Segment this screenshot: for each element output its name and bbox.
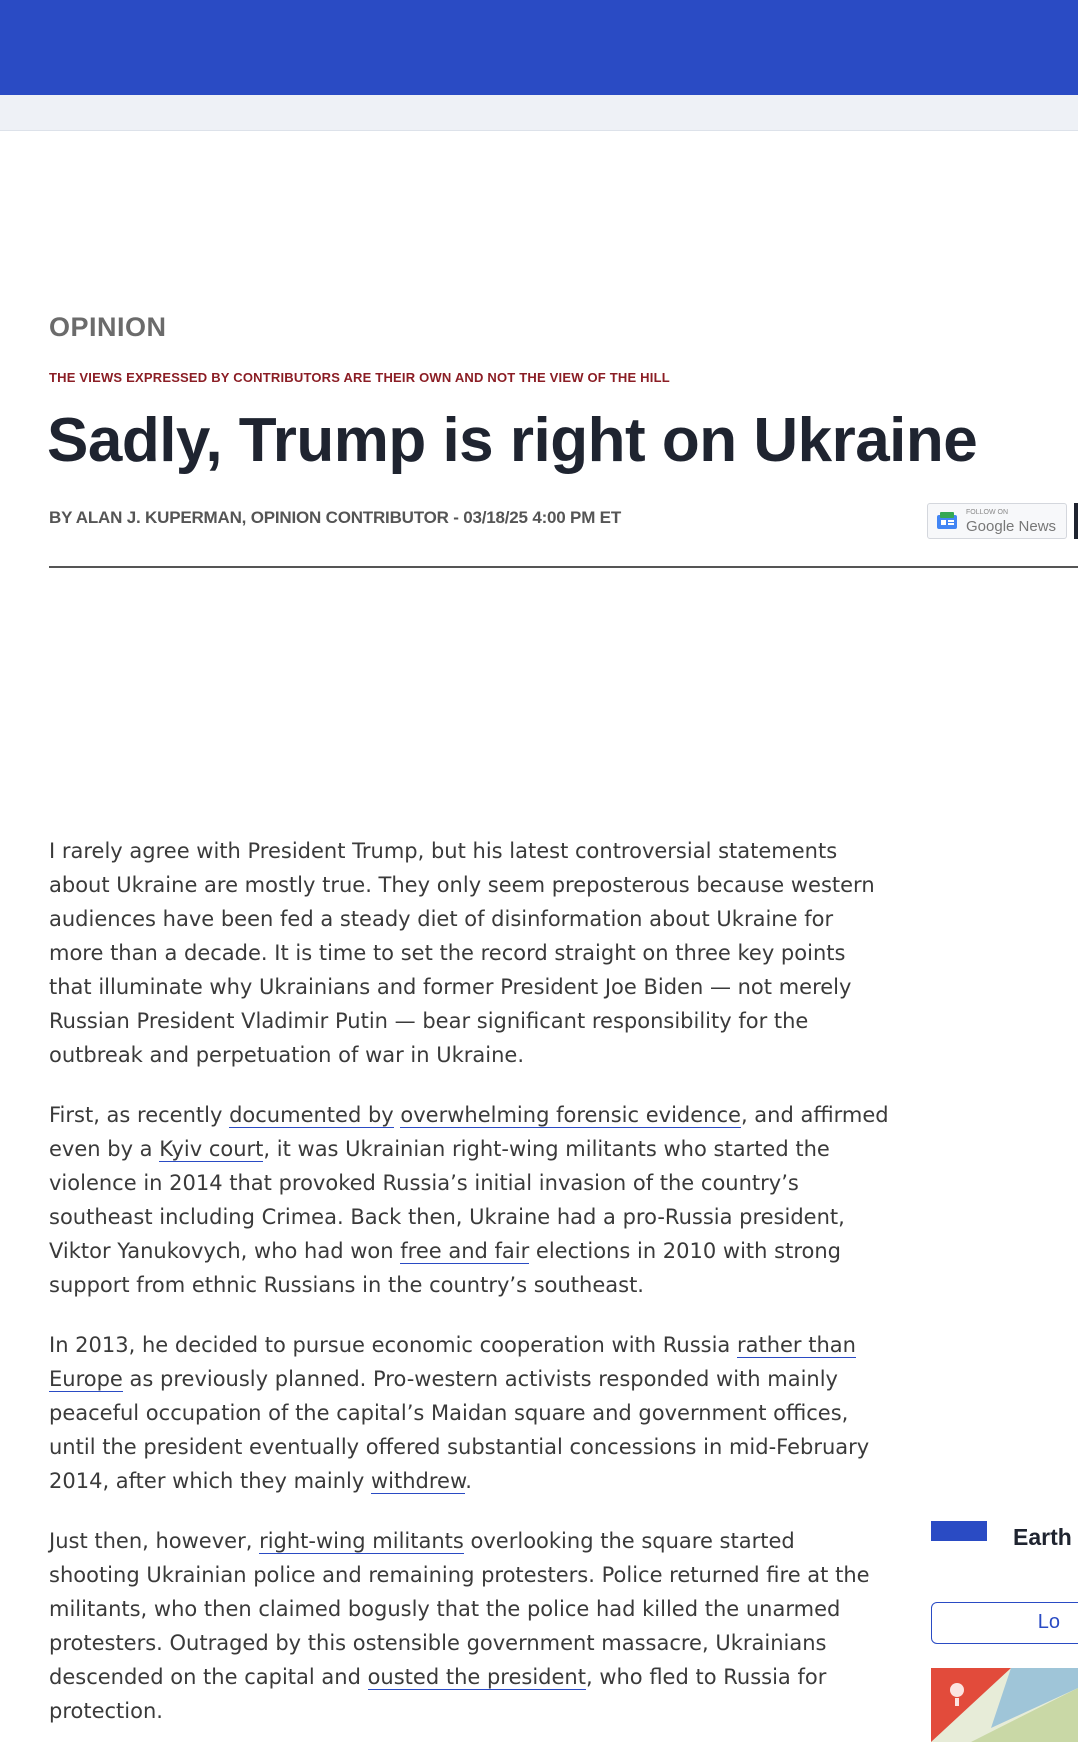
- follow-on-label: FOLLOW ON: [966, 509, 1009, 516]
- link-right-wing-militants[interactable]: right-wing militants: [259, 1529, 464, 1553]
- share-button-edge[interactable]: [1074, 503, 1078, 539]
- sidebar-thumbnail[interactable]: [931, 1668, 1078, 1742]
- navigation-subbar: [0, 95, 1078, 131]
- article-paragraph: First, as recently documented by overwhelming forensic evidence, and affirmed even by a Kyiv court, it was Ukrainian right-wing militants who started the violence in 2014 that provoked Russia’s initial invasion of the country’s southeast including Crimea. Back then, Ukraine had a pro-Russia president, Viktor Yanukovych, who had won free and fair elections in 2010 with strong support from ethnic Russians in the country’s southeast.: [49, 1103, 889, 1297]
- article-paragraph: Just then, however, right-wing militants overlooking the square started shooting Ukrainian police and remaining protesters. Police returned fire at the militants, who then claimed bogusly that the police had killed the unarmed protesters. Outraged by this ostensible government massacre, Ukrainians descended on the capital and ousted the president, who fled to Russia for protection.: [49, 1529, 870, 1723]
- link-documented-by[interactable]: documented by: [229, 1103, 394, 1127]
- sidebar-accent-bar: [931, 1521, 987, 1541]
- podcast-mic-icon: [931, 1668, 1078, 1742]
- link-ousted-the-president[interactable]: ousted the president: [367, 1665, 586, 1689]
- article-body: [49, 834, 889, 1754]
- opinion-disclaimer: THE VIEWS EXPRESSED BY CONTRIBUTORS ARE THEIR OWN AND NOT THE VIEW OF THE HILL: [49, 370, 670, 385]
- article-headline: Sadly, Trump is right on Ukraine: [47, 406, 978, 475]
- section-label[interactable]: OPINION: [49, 312, 167, 342]
- link-forensic-evidence[interactable]: overwhelming forensic evidence: [400, 1103, 741, 1127]
- article-paragraph: In 2013, he decided to pursue economic cooperation with Russia rather than Europe as previously planned. Pro-western activists responded with mainly peaceful occupation of the capital’s Maidan square and government offices, until the president eventually offered substantial concessions in mid-February 2014, after which they mainly withdrew.: [49, 1333, 870, 1493]
- sidebar-button[interactable]: Lo: [931, 1602, 1078, 1644]
- google-news-follow-button[interactable]: [927, 503, 1067, 539]
- google-news-label: Google News: [966, 518, 1057, 535]
- site-header-bar: [0, 0, 1078, 95]
- link-kyiv-court[interactable]: Kyiv court: [159, 1137, 264, 1161]
- header-divider: [49, 566, 1078, 568]
- google-news-icon: [936, 512, 958, 530]
- article-paragraph: I rarely agree with President Trump, but his latest controversial statements about Ukraine are mostly true. They only seem preposterous because western audiences have been fed a steady diet of disinformation about Ukraine for more than a decade. It is time to set the record straight on three key points that illuminate why Ukrainians and former President Joe Biden — not merely Russian President Vladimir Putin — bear significant responsibility for the outbreak and perpetuation of war in Ukraine.: [49, 839, 875, 1067]
- link-rather-than-europe[interactable]: rather than Europe: [49, 1333, 856, 1391]
- sidebar-title: Earth: [1013, 1524, 1072, 1550]
- link-free-and-fair[interactable]: free and fair: [400, 1239, 530, 1263]
- article-byline: BY ALAN J. KUPERMAN, OPINION CONTRIBUTOR - 03/18/25 4:00 PM ET: [49, 508, 622, 527]
- link-withdrew[interactable]: withdrew: [370, 1469, 466, 1493]
